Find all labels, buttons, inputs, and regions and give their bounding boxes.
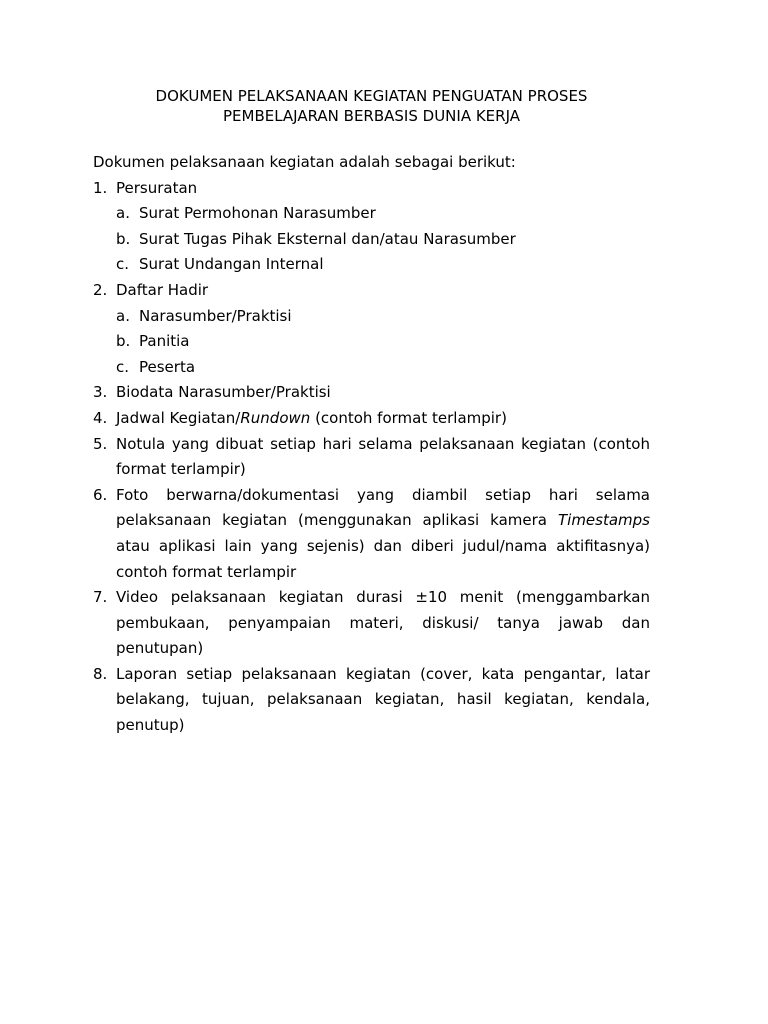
sub-list-text: Surat Permohonan Narasumber xyxy=(139,204,376,223)
list-number: 7. xyxy=(93,588,108,607)
sub-list-letter: b. xyxy=(116,229,131,248)
document-title xyxy=(93,86,650,126)
sub-list-letter: c. xyxy=(116,357,130,376)
list-item-text-italic: Timestamps xyxy=(557,511,650,530)
list-item-6 xyxy=(93,483,650,585)
sub-list-item xyxy=(116,304,650,330)
sub-list-letter: c. xyxy=(116,255,130,274)
sub-list-text: Surat Undangan Internal xyxy=(139,255,324,274)
list-number: 3. xyxy=(93,383,108,402)
title-line-2: PEMBELAJARAN BERBASIS DUNIA KERJA xyxy=(222,107,521,125)
sub-list-letter: b. xyxy=(116,332,131,351)
sub-list-item xyxy=(116,329,650,355)
sub-list xyxy=(116,201,650,278)
document-list xyxy=(93,176,650,739)
list-item-text-pre: Jadwal Kegiatan/ xyxy=(116,408,241,427)
sub-list-item xyxy=(116,355,650,381)
list-item-text xyxy=(116,483,650,585)
list-item-text-post: atau aplikasi lain yang sejenis) dan diberi judul/nama aktifitasnya) contoh format terlampir xyxy=(116,536,650,581)
sub-list-item xyxy=(116,201,650,227)
list-item-1 xyxy=(93,176,650,278)
list-number: 8. xyxy=(93,664,108,683)
list-item-text xyxy=(116,406,650,432)
list-item-text-italic: Rundown xyxy=(240,408,311,427)
sub-list-text: Surat Tugas Pihak Eksternal dan/atau Narasumber xyxy=(139,229,516,248)
list-item-7 xyxy=(93,585,650,662)
sub-list-letter: a. xyxy=(116,204,130,223)
list-item-text: Video pelaksanaan kegiatan durasi ±10 menit (menggambarkan pembukaan, penyampaian materi, diskusi/ tanya jawab dan penutupan) xyxy=(116,588,650,658)
list-number: 5. xyxy=(93,434,108,453)
list-item-text: Laporan setiap pelaksanaan kegiatan (cover, kata pengantar, latar belakang, tujuan, pelaksanaan kegiatan, hasil kegiatan, kendala, penutup) xyxy=(116,664,650,735)
sub-list-item xyxy=(116,227,650,253)
list-number: 1. xyxy=(93,178,108,197)
list-item-5 xyxy=(93,432,650,483)
list-number: 4. xyxy=(93,408,108,427)
list-item-2 xyxy=(93,278,650,380)
sub-list-letter: a. xyxy=(116,306,130,325)
sub-list-item xyxy=(116,252,650,278)
list-item-text: Daftar Hadir xyxy=(116,280,209,299)
list-item-8 xyxy=(93,662,650,739)
list-item-text-post: (contoh format terlampir) xyxy=(310,408,507,427)
sub-list xyxy=(116,304,650,381)
sub-list-text: Narasumber/Praktisi xyxy=(139,306,292,325)
list-number: 6. xyxy=(93,485,108,504)
list-item-4 xyxy=(93,406,650,432)
title-line-1: DOKUMEN PELAKSANAAN KEGIATAN PENGUATAN PROSES xyxy=(155,87,588,105)
list-number: 2. xyxy=(93,280,108,299)
list-item-3 xyxy=(93,380,650,406)
list-item-text: Notula yang dibuat setiap hari selama pelaksanaan kegiatan (contoh format terlampir) xyxy=(116,434,650,479)
list-item-text-pre: Foto berwarna/dokumentasi yang diambil setiap hari selama pelaksanaan kegiatan (menggunakan aplikasi kamera xyxy=(116,485,650,530)
document-body xyxy=(93,150,650,739)
intro-paragraph: Dokumen pelaksanaan kegiatan adalah sebagai berikut: xyxy=(93,153,516,171)
sub-list-text: Peserta xyxy=(139,357,196,376)
list-item-text: Persuratan xyxy=(116,178,198,197)
list-item-text: Biodata Narasumber/Praktisi xyxy=(116,383,331,402)
sub-list-text: Panitia xyxy=(139,332,190,351)
